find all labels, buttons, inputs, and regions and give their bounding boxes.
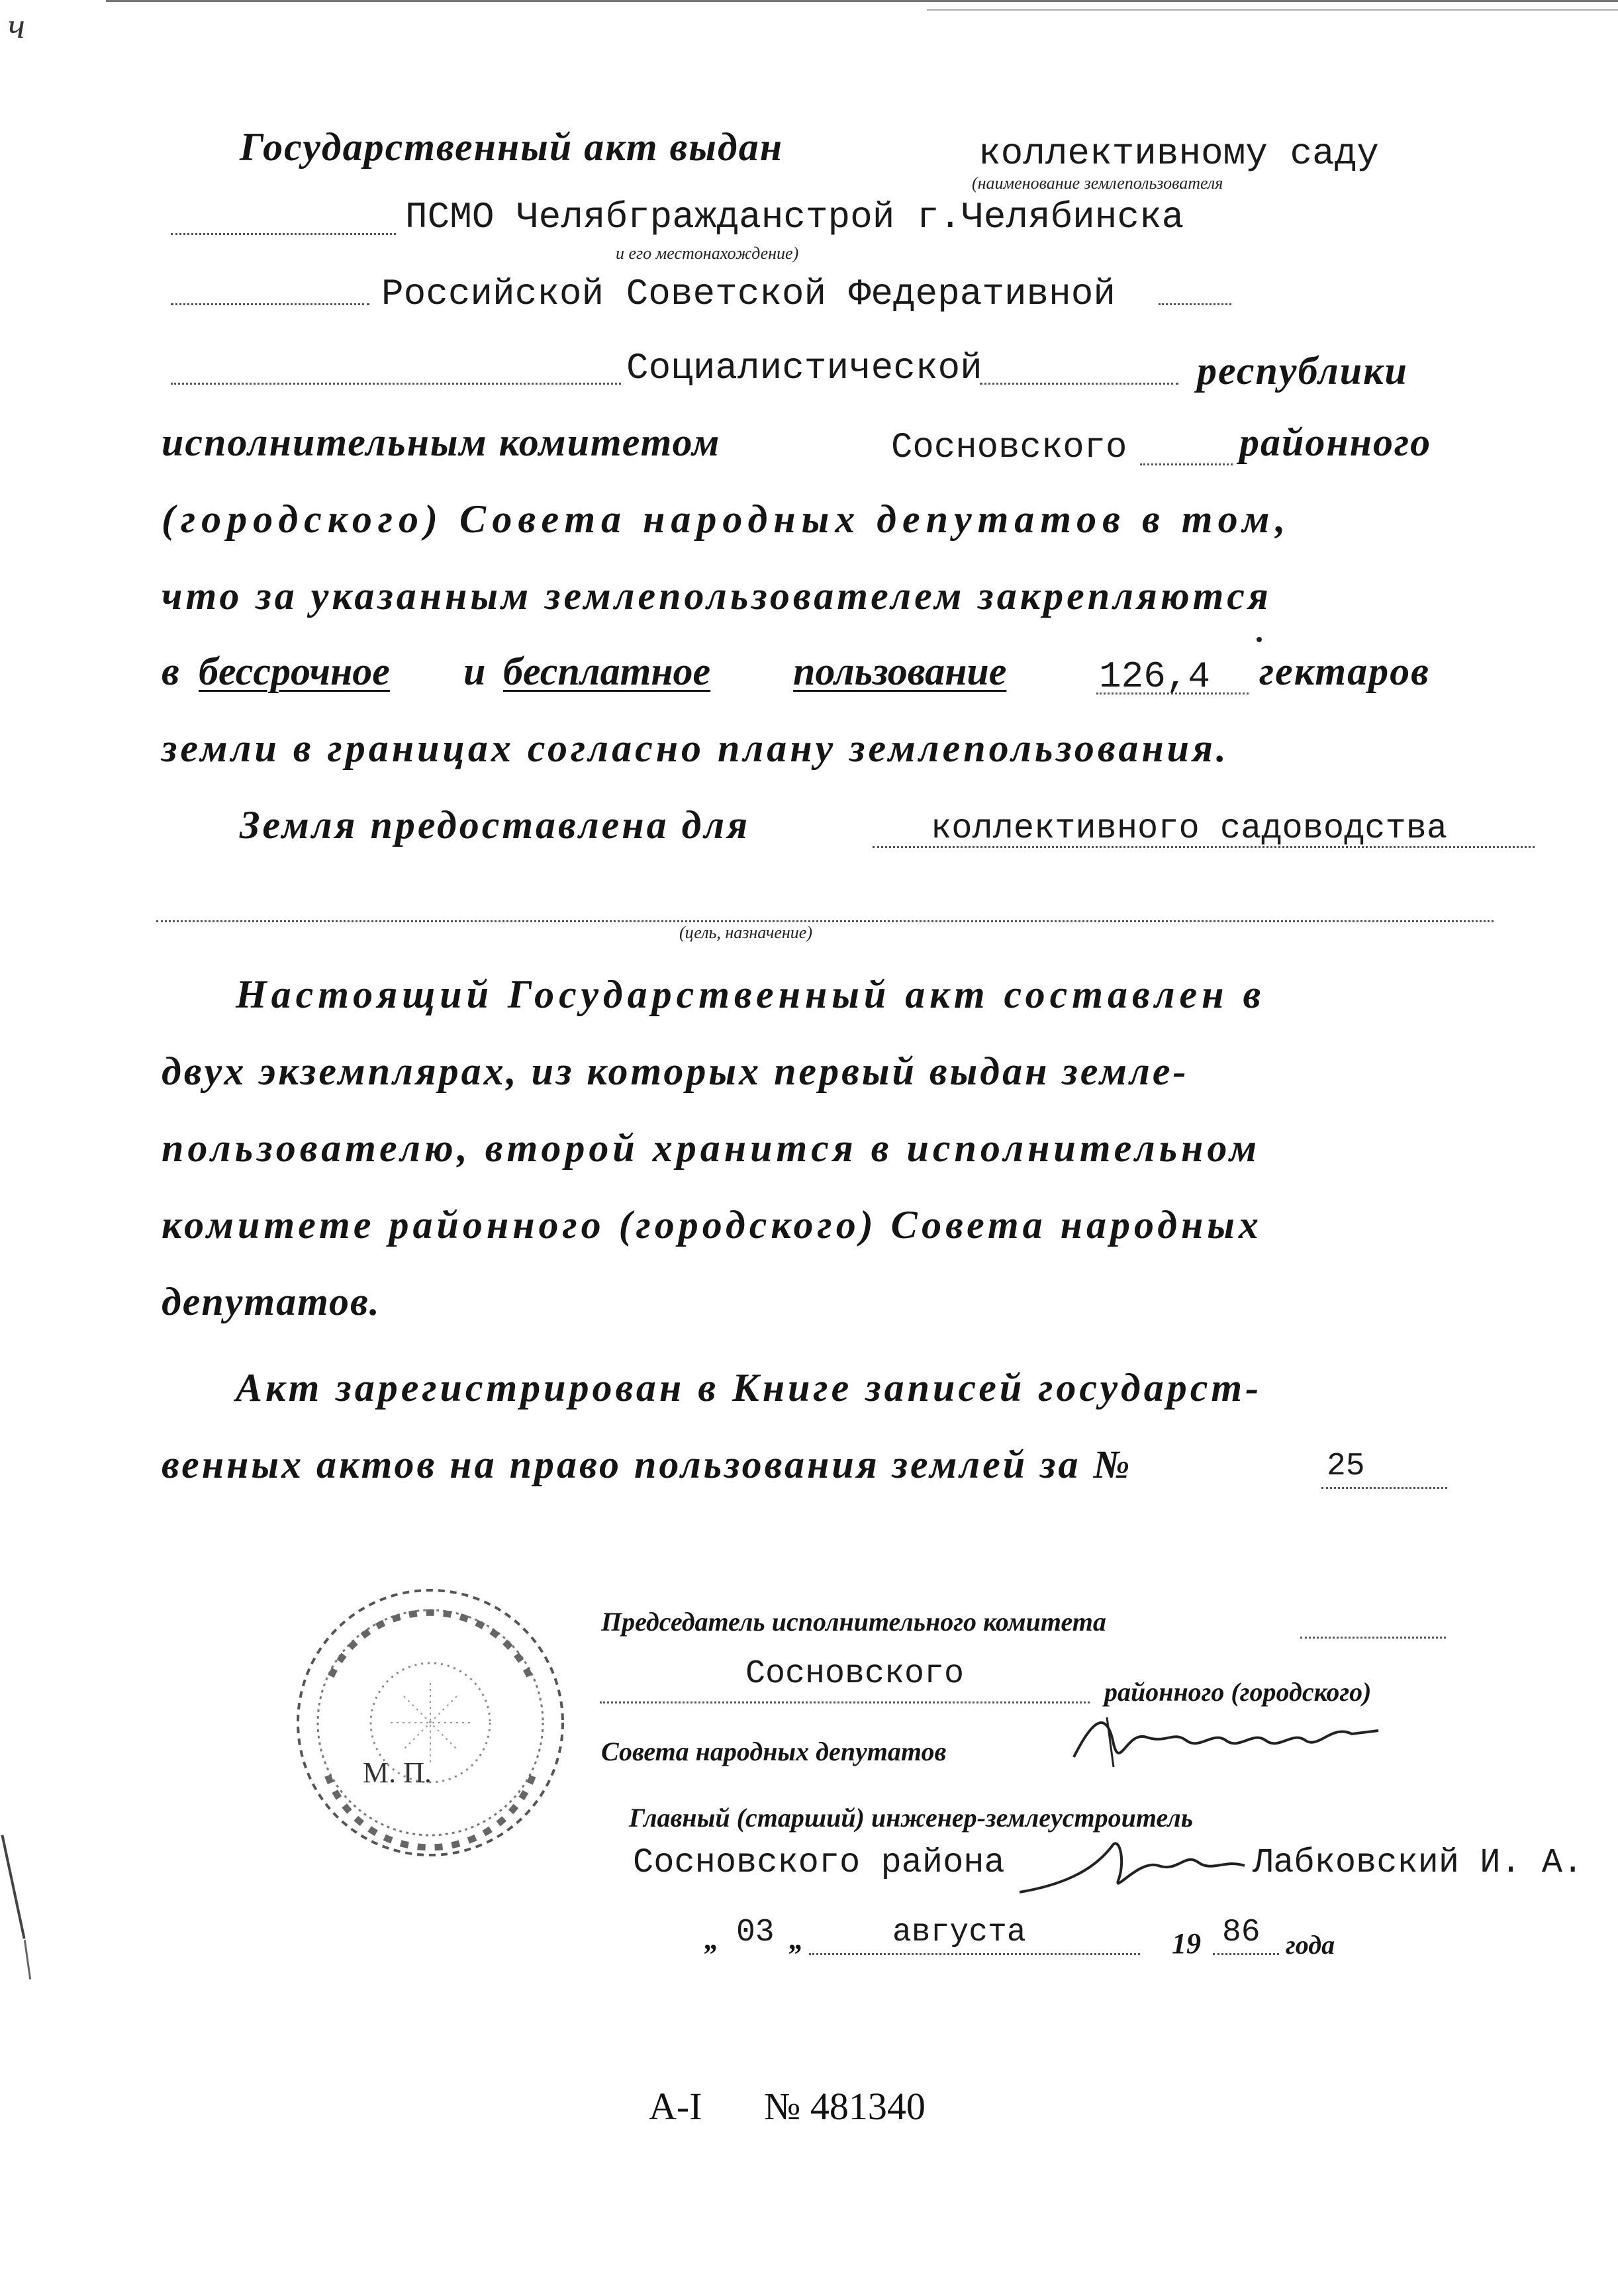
form-number: № 481340 [764,2085,926,2128]
fill-line [171,303,369,305]
land-purpose-value: коллективного садоводства [931,809,1448,848]
stamp-place-label: М. П. [363,1756,432,1789]
council-text: (городского) Совета народных депутатов в том, [162,497,1292,541]
corner-mark: ч [8,6,25,46]
caption-purpose: (цель, назначение) [679,923,813,942]
date-month-value: августа [892,1915,1026,1950]
chairman-label: Председатель исполнительного комитета [601,1607,1106,1637]
fill-line [1140,463,1233,465]
assignment-text: что за указанным землепользователем закрепляются [162,574,1272,618]
caption-location: и его местонахождение) [616,244,799,263]
word-and: и [463,649,486,693]
ink-dot [1257,637,1262,642]
council-deputies-label: Совета народных депутатов [601,1737,947,1766]
hectares-label: гектаров [1259,649,1430,693]
fill-line [1213,1953,1279,1955]
chairman-signature [1067,1704,1438,1777]
date-year-word: года [1286,1930,1335,1960]
scan-edge-top [106,0,1618,2]
scan-edge-top-2 [927,9,1618,11]
land-granted-label: Земля предоставлена для [240,803,751,847]
fill-line [809,1953,1140,1955]
word-v: в [162,649,179,693]
recipient-location-value: ПСМО Челябгражданстрой г.Челябинска [405,196,1184,238]
word-free: бесплатное [503,649,711,693]
seal-graphic [291,1584,569,1862]
copies-text-line-2: двух экземплярах, из которых первый выдан земле- [162,1049,1189,1093]
word-perpetual: бессрочное [199,649,390,693]
republic-value-2: Социалистической [626,347,982,389]
recipient-value: коллективному саду [978,132,1379,175]
fill-line [1096,693,1249,694]
fill-line [156,920,1494,922]
registration-text-line-2: венных актов на право пользования землей за № [162,1443,1133,1486]
copies-text-line-3: пользователю, второй хранится в исполнительном [162,1126,1261,1170]
district-label: районного [1239,420,1432,464]
date-quote-open: „ [704,1923,719,1956]
fill-line [1300,1637,1446,1639]
date-day-value: 03 [736,1915,775,1950]
copies-text-line-1: Настоящий Государственный акт составлен в [236,973,1266,1016]
date-year-prefix: 19 [1172,1927,1201,1960]
engineer-name-value: Лабковский И. А. [1253,1843,1584,1882]
form-series: А-I [649,2085,702,2128]
copies-text-line-4: комитете районного (городского) Совета народных [162,1203,1262,1247]
engineer-district-value: Сосновского района [633,1843,1005,1882]
engineer-signature [1020,1833,1258,1905]
district-name-value: Сосновского [891,428,1127,468]
fill-line [1159,303,1231,305]
area-hectares-value: 126,4 [1099,655,1211,698]
fill-line [1321,1487,1447,1489]
republic-value-1: Российской Советской Федеративной [381,273,1116,315]
exec-committee-label: исполнительным комитетом [162,420,721,464]
scan-mark-left-2 [24,1940,31,1980]
fill-line [171,383,621,385]
caption-recipient-name: (наименование землепользователя [972,173,1223,193]
word-use: пользование [793,649,1007,693]
date-quote-close: „ [789,1923,804,1956]
fill-line [171,233,396,235]
boundaries-text: земли в границах согласно плану землепользования. [162,726,1229,770]
copies-text-line-5: депутатов. [162,1280,381,1323]
scan-mark-left [1,1835,25,1938]
signature-district-value: Сосновского [745,1655,965,1693]
fill-line [600,1701,1090,1703]
republic-label: республики [1197,349,1408,393]
fill-line [980,383,1178,385]
round-seal-stamp [291,1584,569,1862]
district-city-label: районного (городского) [1104,1677,1372,1707]
act-issued-label: Государственный акт выдан [240,125,784,169]
registration-number-value: 25 [1327,1449,1365,1484]
registration-text-line-1: Акт зарегистрирован в Книге записей государст- [236,1366,1262,1410]
engineer-label: Главный (старший) инженер-землеустроитель [629,1803,1194,1833]
date-year-value: 86 [1222,1915,1261,1950]
